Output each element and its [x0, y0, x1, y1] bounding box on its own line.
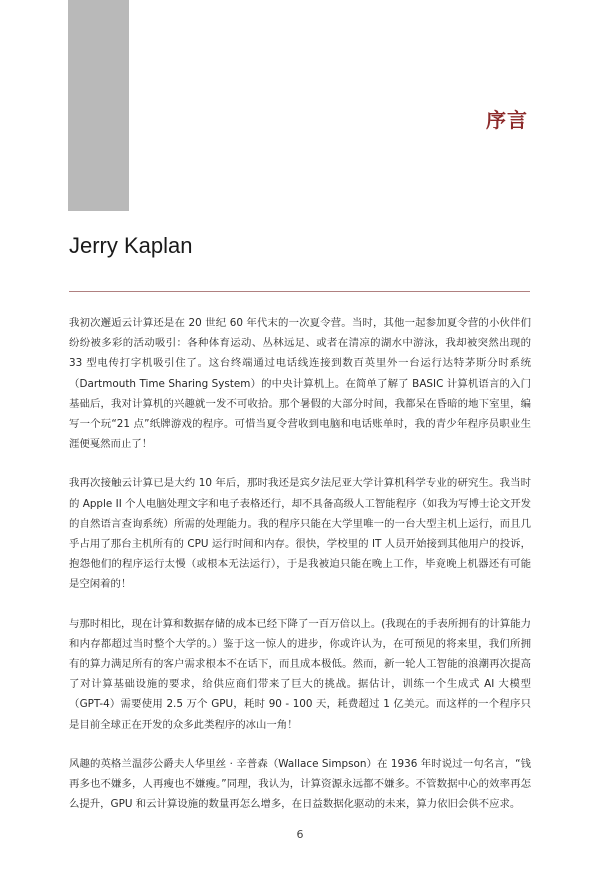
body-text	[69, 313, 531, 833]
paragraph-1: 我初次邂逅云计算还是在 20 世纪 60 年代末的一次夏令营。当时，其他一起参加夏令营的小伙伴们纷纷被多彩的活动吸引：各种体育运动、丛林远足、或者在清凉的湖水中游泳，我却被突然出现的 33 型电传打字机吸引住了。这台终端通过电话线连接到数百英里外一台运行达特茅斯分时系统（Dartmouth Time Sharing System）的中央计算机上。在简单了解了 BASIC 计算机语言的入门基础后，我对计算机的兴趣就一发不可收拾。那个暑假的大部分时间，我都呆在昏暗的地下室里，编写一个玩“21 点”纸牌游戏的程序。可惜当夏令营收到电脑和电话账单时，我的青少年程序员职业生涯便戛然而止了！	[69, 317, 531, 451]
paragraph-4: 风趣的英格兰温莎公爵夫人华里丝 · 辛普森（Wallace Simpson）在 1936 年时说过一句名言，“钱再多也不嫌多，人再瘦也不嫌瘦。”同理，我认为，计算资源永远都不嫌多。不管数据中心的效率再怎么提升，GPU 和云计算设施的数量再怎么增多，在日益数据化驱动的未来，算力依旧会供不应求。	[69, 757, 531, 811]
author-name: Jerry Kaplan	[69, 233, 193, 258]
section-title: 序言	[486, 108, 528, 132]
paragraph-3: 与那时相比，现在计算和数据存储的成本已经下降了一百万倍以上。(我现在的手表所拥有的计算能力和内存都超过当时整个大学的。）鉴于这一惊人的进步，你或许认为，在可预见的将来里，我们所拥有的算力满足所有的客户需求根本不在话下，而且成本极低。然而，新一轮人工智能的浪潮再次提高了对计算基础设施的要求，给供应商们带来了巨大的挑战。据估计，训练一个生成式 AI 大模型（GPT-4）需要使用 2.5 万个 GPU，耗时 90 - 100 天，耗费超过 1 亿美元。而这样的一个程序只是目前全球正在开发的众多此类程序的冰山一角！	[69, 617, 531, 731]
paragraph-2: 我再次接触云计算已是大约 10 年后，那时我还是宾夕法尼亚大学计算机科学专业的研究生。我当时的 Apple II 个人电脑处理文字和电子表格还行，却不具备高级人工智能程序（如我为写博士论文开发的自然语言查询系统）所需的处理能力。我的程序只能在大学里唯一的一台大型主机上运行，而且几乎占用了那台主机所有的 CPU 运行时间和内存。很快，学校里的 IT 人员开始接到其他用户的投诉，抱怨他们的程序运行太慢（或根本无法运行），于是我被迫只能在晚上工作，毕竟晚上机器还有可能是空闲着的！	[69, 477, 531, 591]
page-number: 6	[296, 828, 304, 841]
header-divider	[69, 291, 530, 292]
decorative-side-block	[68, 0, 129, 211]
